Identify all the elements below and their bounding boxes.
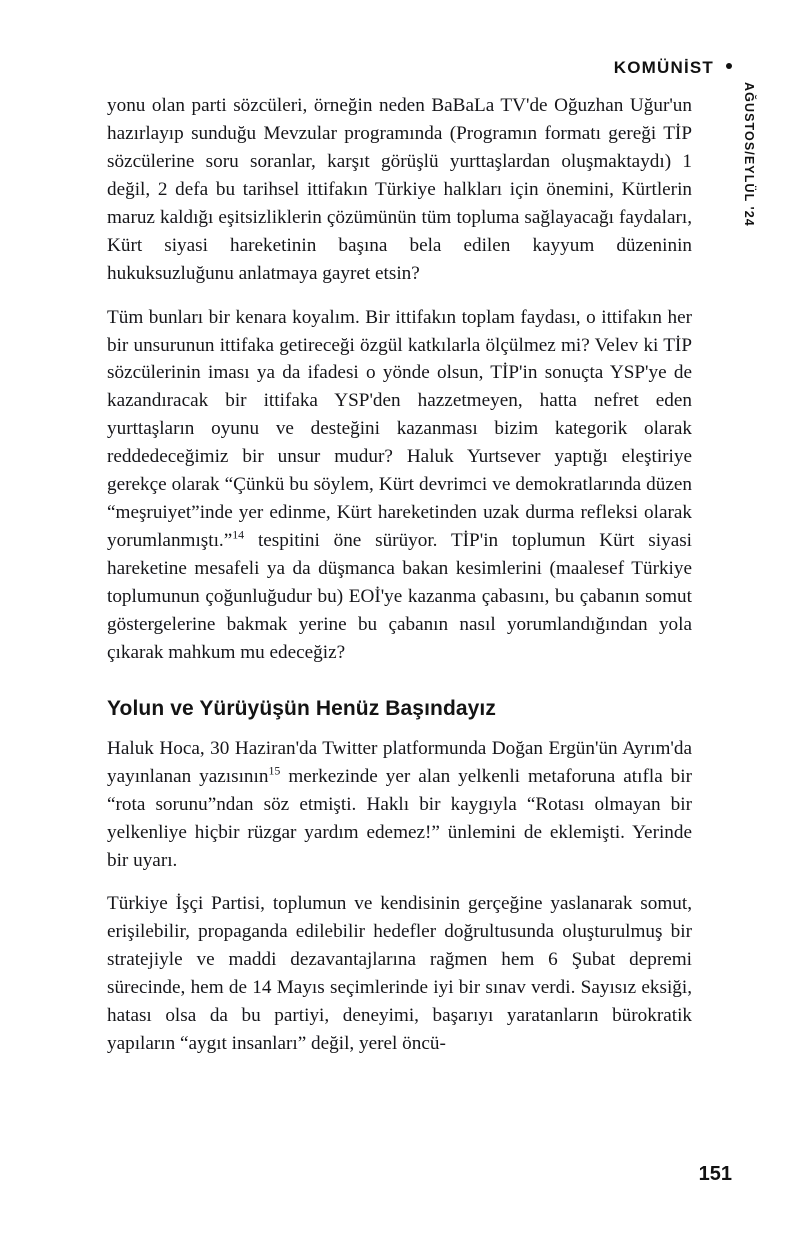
paragraph-3-head: Haluk Hoca, 30 Haziran'da Twitter platformunda Doğan Ergün'ün Ayrım'da yayınlanan yazısının <box>107 737 692 787</box>
masthead-dot-icon <box>726 63 732 69</box>
paragraph-1: yonu olan parti sözcüleri, örneğin neden BaBaLa TV'de Oğuzhan Uğur'un hazırlayıp sunduğu Mevzular programında (Programın formatı gereği TİP sözcülerine soru soranlar, karşıt görüşlü yurttaşlardan oluşmaktaydı) 1 değil, 2 defa bu tarihsel ittifakın Türkiye halkları için önemini, Kürtlerin maruz kaldığı eşitsizliklerin çözümünün tüm topluma sağlayacağı faydaları, Kürt siyasi hareketinin başına bela edilen kayyum düzeninin hukuksuzluğunu anlatmaya gayret etsin? <box>107 95 692 284</box>
article-body <box>107 92 692 1058</box>
paragraph-2-text: Tüm bunları bir kenara koyalım. Bir ittifakın toplam faydası, o ittifakın her bir unsurunun ittifaka getireceği özgül katkılarla ölçülmez mi? Velev ki TİP sözcülerinin iması ya da ifadesi o yönde olsun, TİP'in sonuçta YSP'ye de kazandıracak bir ittifaka YSP'den hazzetmeyen, hatta nefret eden yurttaşların oyunu ve desteğini kazanması bizim kategorik olarak reddedeceğimiz bir unsur mudur? Haluk Yurtsever yaptığı eleştiriye gerekçe olarak “Çünkü bu söylem, Kürt devrimci ve demokratlarında düzen “meşruiyet”inde yer edinme, Kürt hareketinden uzak durma refleksi olarak yorumlanmıştı.” <box>107 306 692 552</box>
section-heading: Yolun ve Yürüyüşün Henüz Başındayız <box>107 696 496 720</box>
masthead <box>614 58 732 78</box>
paragraph-2 <box>107 304 692 667</box>
paragraph-4: Türkiye İşçi Partisi, toplumun ve kendisinin gerçeğine yaslanarak somut, erişilebilir, propaganda edilebilir hedefler doğrultusunda oluşturulmuş bir stratejiyle ve maddi dezavantajlarına rağmen hem 6 Şubat depremi sürecinde, hem de 14 Mayıs seçimlerinde iyi bir sınav verdi. Sayısız eksiği, hatası olsa da bu partiyi, deneyimi, başarıyı yaratanların bürokratik yapıların “aygıt insanları” değil, yerel öncü- <box>107 893 692 1055</box>
paragraph-3 <box>107 735 692 875</box>
page-number: 151 <box>698 1163 732 1185</box>
paragraph-2-tail: tespitini öne sürüyor. TİP'in toplumun Kürt siyasi hareketine mesafeli ya da düşmanca bakan kesimlerini (maalesef Türkiye toplumunun çoğunluğudur bu) EOİ'ye kazanma çabasını, bu çabanın somut göstergelerine bakmak yerine bu çabanın nasıl yorumlandığından yola çıkarak mahkum mu edeceğiz? <box>107 530 693 663</box>
footnote-marker-14: 14 <box>232 527 245 542</box>
paragraph-3-tail: merkezinde yer alan yelkenli metaforuna atıfla bir “rota sorunu”ndan söz etmişti. Haklı bir kaygıyla “Rotası olmayan bir yelkenliye hiçbir rüzgar yardım edemez!” ünlemini de eklemişti. Yerinde bir uyarı. <box>107 765 692 871</box>
issue-date-vertical: AĞUSTOS/EYLÜL '24 <box>742 82 756 227</box>
footnote-marker-15: 15 <box>268 763 281 778</box>
masthead-title: KOMÜNİST <box>613 58 714 77</box>
